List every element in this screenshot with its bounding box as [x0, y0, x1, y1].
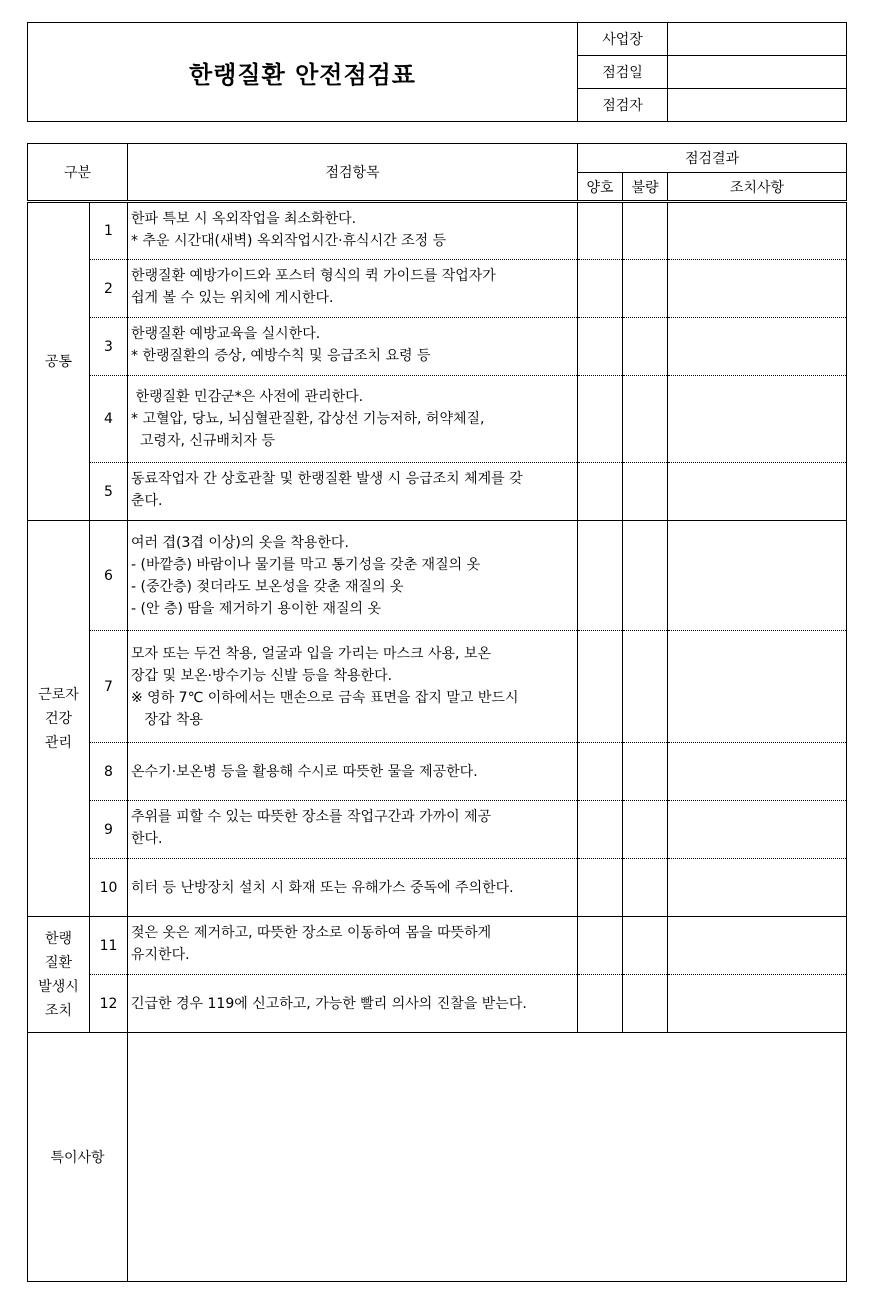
item-number: 9 [90, 801, 128, 859]
good-checkbox[interactable] [578, 521, 623, 631]
item-number: 6 [90, 521, 128, 631]
bad-checkbox[interactable] [623, 521, 668, 631]
inspector-value[interactable] [668, 89, 847, 122]
bad-checkbox[interactable] [623, 631, 668, 743]
good-checkbox[interactable] [578, 631, 623, 743]
action-field[interactable] [668, 376, 847, 463]
inspector-label: 점검자 [578, 89, 668, 122]
item-number: 5 [90, 463, 128, 521]
item-number: 8 [90, 743, 128, 801]
inspection-date-value[interactable] [668, 56, 847, 89]
bad-checkbox[interactable] [623, 318, 668, 376]
site-label: 사업장 [578, 23, 668, 56]
bad-checkbox[interactable] [623, 917, 668, 975]
item-number: 7 [90, 631, 128, 743]
action-field[interactable] [668, 801, 847, 859]
item-text: 한랭질환 민감군*은 사전에 관리한다. * 고혈압, 당뇨, 뇌심혈관질환, 갑상선 기능저하, 허약체질, 고령자, 신규배치자 등 [128, 376, 578, 463]
action-field[interactable] [668, 975, 847, 1033]
site-value[interactable] [668, 23, 847, 56]
bad-checkbox[interactable] [623, 463, 668, 521]
item-number: 10 [90, 859, 128, 917]
remarks-label: 특이사항 [28, 1033, 128, 1282]
good-checkbox[interactable] [578, 260, 623, 318]
header-table [27, 22, 847, 122]
good-checkbox[interactable] [578, 859, 623, 917]
action-field[interactable] [668, 260, 847, 318]
action-field[interactable] [668, 917, 847, 975]
bad-header: 불량 [623, 173, 668, 202]
checklist-table [27, 143, 847, 1282]
item-text: 젖은 옷은 제거하고, 따뜻한 장소로 이동하여 몸을 따뜻하게 유지한다. [128, 917, 578, 975]
action-header: 조치사항 [668, 173, 847, 202]
item-text: 히터 등 난방장치 설치 시 화재 또는 유해가스 중독에 주의한다. [128, 859, 578, 917]
good-checkbox[interactable] [578, 376, 623, 463]
bad-checkbox[interactable] [623, 743, 668, 801]
action-field[interactable] [668, 318, 847, 376]
item-number: 2 [90, 260, 128, 318]
item-number: 4 [90, 376, 128, 463]
good-checkbox[interactable] [578, 463, 623, 521]
category-common: 공통 [28, 202, 90, 521]
action-field[interactable] [668, 463, 847, 521]
item-text: 한랭질환 예방교육을 실시한다. * 한랭질환의 증상, 예방수칙 및 응급조치 요령 등 [128, 318, 578, 376]
good-checkbox[interactable] [578, 318, 623, 376]
category-worker-health: 근로자 건강 관리 [28, 521, 90, 917]
items-header: 점검항목 [128, 144, 578, 202]
result-header: 점검결과 [578, 144, 847, 173]
good-header: 양호 [578, 173, 623, 202]
action-field[interactable] [668, 631, 847, 743]
item-text: 한랭질환 예방가이드와 포스터 형식의 퀵 가이드를 작업자가 쉽게 볼 수 있는 위치에 게시한다. [128, 260, 578, 318]
item-number: 12 [90, 975, 128, 1033]
action-field[interactable] [668, 202, 847, 260]
item-number: 11 [90, 917, 128, 975]
item-text: 동료작업자 간 상호관찰 및 한랭질환 발생 시 응급조치 체계를 갖 춘다. [128, 463, 578, 521]
item-text: 온수기·보온병 등을 활용해 수시로 따뜻한 물을 제공한다. [128, 743, 578, 801]
bad-checkbox[interactable] [623, 376, 668, 463]
bad-checkbox[interactable] [623, 202, 668, 260]
good-checkbox[interactable] [578, 801, 623, 859]
bad-checkbox[interactable] [623, 859, 668, 917]
item-text: 한파 특보 시 옥외작업을 최소화한다. * 추운 시간대(새벽) 옥외작업시간·휴식시간 조정 등 [128, 202, 578, 260]
item-number: 1 [90, 202, 128, 260]
category-cold-illness-response: 한랭 질환 발생시 조치 [28, 917, 90, 1033]
bad-checkbox[interactable] [623, 801, 668, 859]
good-checkbox[interactable] [578, 743, 623, 801]
action-field[interactable] [668, 743, 847, 801]
action-field[interactable] [668, 859, 847, 917]
category-header: 구분 [28, 144, 128, 202]
good-checkbox[interactable] [578, 975, 623, 1033]
item-number: 3 [90, 318, 128, 376]
remarks-field[interactable] [128, 1033, 847, 1282]
bad-checkbox[interactable] [623, 975, 668, 1033]
good-checkbox[interactable] [578, 202, 623, 260]
action-field[interactable] [668, 521, 847, 631]
item-text: 추위를 피할 수 있는 따뜻한 장소를 작업구간과 가까이 제공 한다. [128, 801, 578, 859]
good-checkbox[interactable] [578, 917, 623, 975]
page-title: 한랭질환 안전점검표 [28, 23, 578, 122]
item-text: 여러 겹(3겹 이상)의 옷을 착용한다. - (바깥층) 바람이나 물기를 막고 통기성을 갖춘 재질의 옷 - (중간층) 젖더라도 보온성을 갖춘 재질의 옷 - (안 층) 땀을 제거하기 용이한 재질의 옷 [128, 521, 578, 631]
inspection-date-label: 점검일 [578, 56, 668, 89]
item-text: 긴급한 경우 119에 신고하고, 가능한 빨리 의사의 진찰을 받는다. [128, 975, 578, 1033]
item-text: 모자 또는 두건 착용, 얼굴과 입을 가리는 마스크 사용, 보온 장갑 및 보온·방수기능 신발 등을 착용한다. ※ 영하 7℃ 이하에서는 맨손으로 금속 표면을 잡지 말고 반드시 장갑 착용 [128, 631, 578, 743]
bad-checkbox[interactable] [623, 260, 668, 318]
